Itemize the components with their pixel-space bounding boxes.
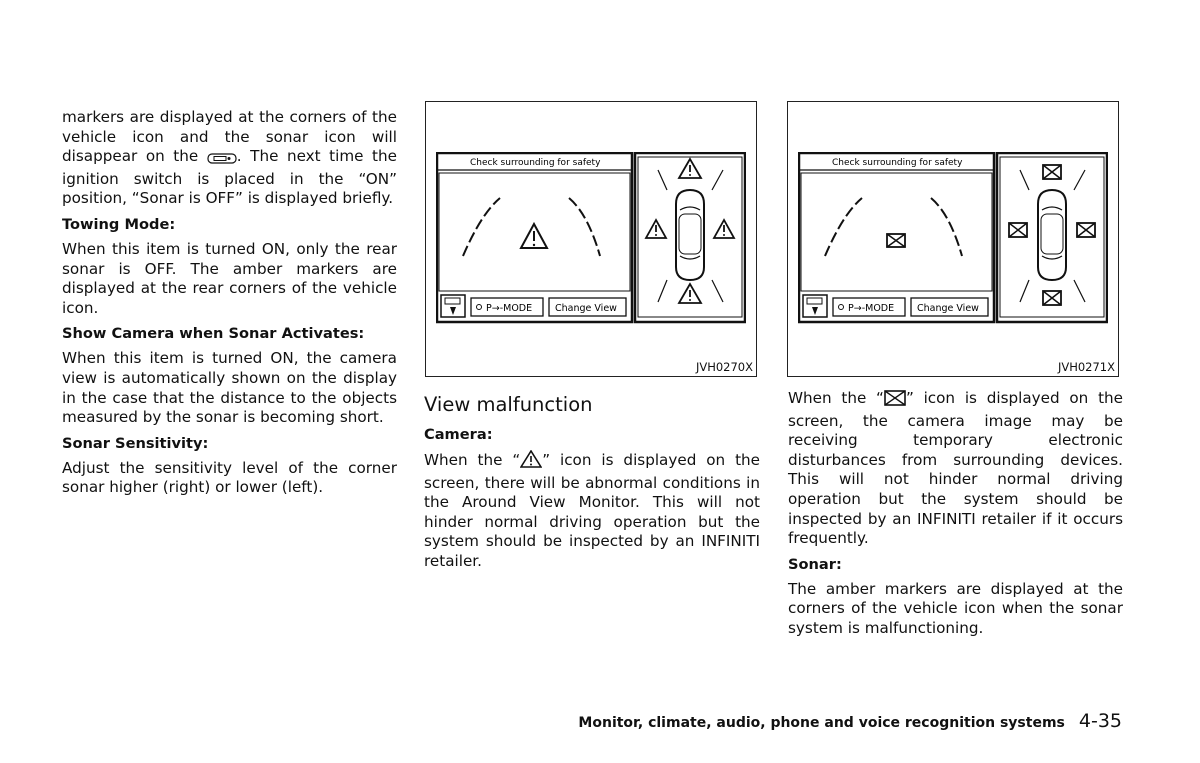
- warning-triangle-icon: [520, 450, 542, 474]
- sonar-right-crossed-icon: [1077, 223, 1095, 237]
- monitor-screen: [798, 152, 1108, 324]
- camera-button-icon: [207, 150, 237, 170]
- disturbance-text: When the “ ” icon is displayed on the screen, the camera image may be receiving temporary electronic disturbances from surrounding devices. This will not hinder normal driving operation but the system should be inspected by an INFINITI retailer if it occurs frequently.: [788, 389, 1123, 548]
- screen-message: Check surrounding for safety: [470, 158, 601, 168]
- camera-malfunction-text: When the “ ” icon is displayed on the screen, there will be abnormal conditions in the Around View Monitor. This will not hinder normal driving operation but the system should be inspected by an INFINITI retailer.: [424, 451, 760, 570]
- show-camera-heading: Show Camera when Sonar Activates:: [62, 325, 365, 343]
- show-camera-text: When this item is turned ON, the camera view is automatically shown on the display in the case that the distance to the objects measured by the sonar is becoming short.: [62, 349, 397, 427]
- figure-warning-display: [425, 101, 757, 377]
- camera-button-icon[interactable]: [803, 295, 827, 317]
- sonar-sensitivity-heading: Sonar Sensitivity:: [62, 434, 209, 452]
- sonar-front-crossed-icon: [1043, 165, 1061, 179]
- monitor-screen: [436, 152, 746, 324]
- warning-triangle-icon: [521, 224, 547, 248]
- svg-text:P→-MODE: P→-MODE: [848, 303, 895, 314]
- middle-column: [424, 393, 760, 572]
- sonar-sensitivity-text: Adjust the sensitivity level of the corner sonar higher (right) or lower (left).: [62, 458, 397, 497]
- intro-paragraph: markers are displayed at the corners of the vehicle icon and the sonar icon will disappear on the . The next time the ignition switch is placed in the “ON” position, “Sonar is OFF” is displayed briefly.: [62, 108, 397, 208]
- figure-disturbance-display: [787, 101, 1119, 377]
- page-number: 4-35: [1078, 710, 1122, 732]
- camera-button-icon[interactable]: [441, 295, 465, 317]
- section-title: Monitor, climate, audio, phone and voice recognition systems: [578, 715, 1065, 731]
- svg-text:Change View: Change View: [555, 303, 617, 314]
- view-malfunction-heading: View malfunction: [424, 393, 593, 416]
- sonar-rear-warning-icon: [679, 284, 701, 303]
- sonar-left-warning-icon: [646, 220, 666, 238]
- right-column: [788, 389, 1123, 639]
- sonar-right-warning-icon: [714, 220, 734, 238]
- page-footer: [578, 710, 1122, 732]
- camera-heading: Camera:: [424, 426, 493, 443]
- figure-id: JVH0270X: [695, 360, 753, 374]
- towing-mode-text: When this item is turned ON, only the rear sonar is OFF. The amber markers are displayed at the rear corners of the vehicle icon.: [62, 239, 397, 317]
- crossed-box-icon: [884, 390, 906, 412]
- sonar-left-crossed-icon: [1009, 223, 1027, 237]
- sonar-heading: Sonar:: [788, 555, 842, 573]
- crossed-box-icon: [887, 234, 905, 247]
- svg-text:P→-MODE: P→-MODE: [486, 303, 533, 314]
- left-column: [62, 108, 397, 498]
- svg-text:Change View: Change View: [917, 303, 979, 314]
- screen-message: Check surrounding for safety: [832, 158, 963, 168]
- sonar-rear-crossed-icon: [1043, 291, 1061, 305]
- sonar-front-warning-icon: [679, 159, 701, 178]
- sonar-malfunction-text: The amber markers are displayed at the corners of the vehicle icon when the sonar system is malfunctioning.: [788, 579, 1123, 637]
- figure-id: JVH0271X: [1057, 360, 1115, 374]
- towing-mode-heading: Towing Mode:: [62, 215, 176, 233]
